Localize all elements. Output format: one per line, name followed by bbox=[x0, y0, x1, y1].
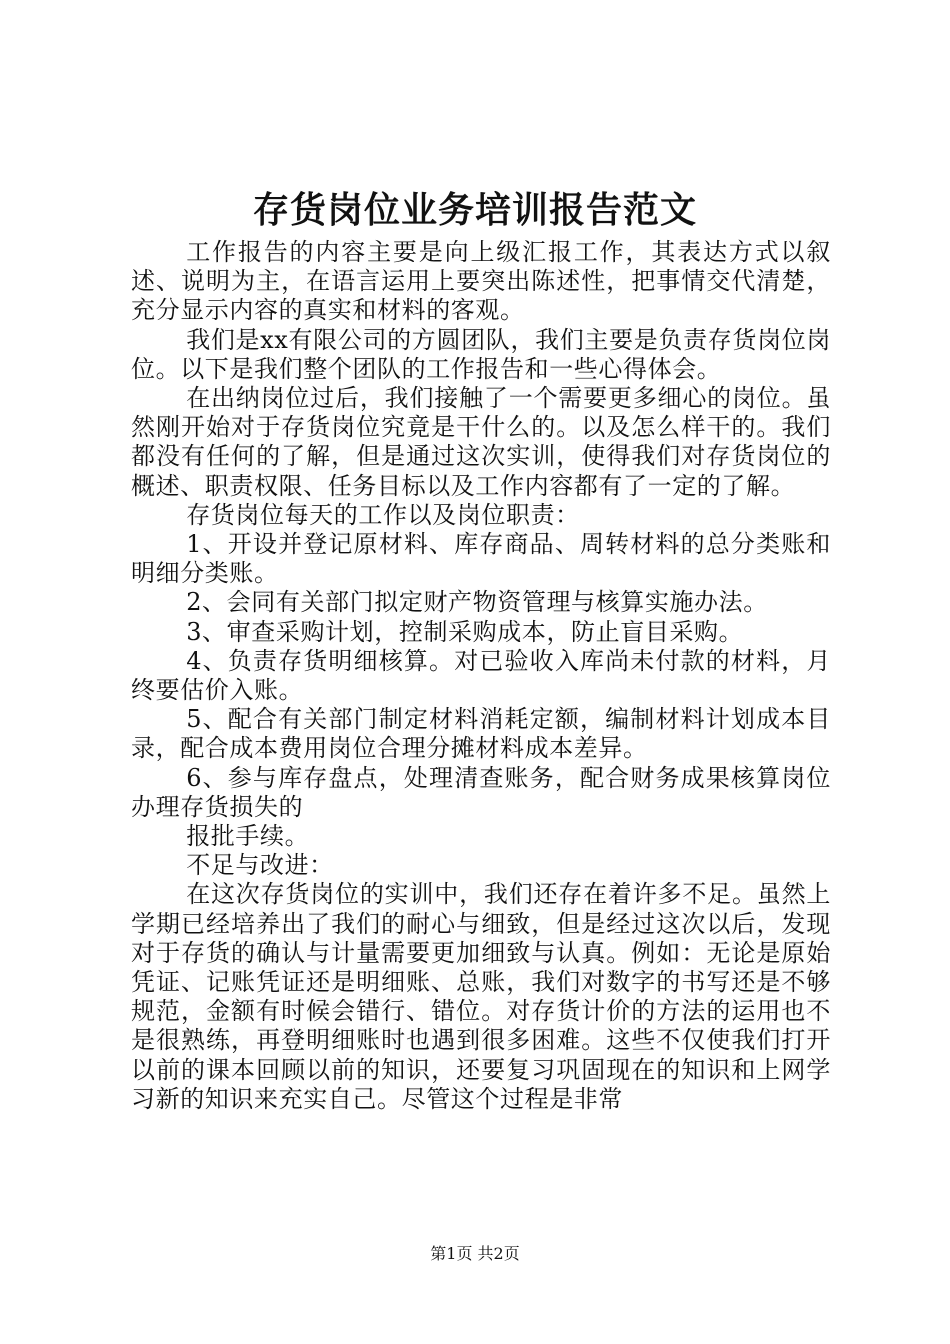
paragraph: 工作报告的内容主要是向上级汇报工作，其表达方式以叙述、说明为主，在语言运用上要突出陈述性，把事情交代清楚，充分显示内容的真实和材料的客观。 bbox=[131, 238, 831, 325]
paragraph: 在这次存货岗位的实训中，我们还存在着许多不足。虽然上学期已经培养出了我们的耐心与细致，但是经过这次以后，发现对于存货的确认与计量需要更加细致与认真。例如：无论是原始凭证、记账凭证还是明细账、总账，我们对数字的书写还是不够规范，金额有时候会错行、错位。对存货计价的方法的运用也不是很熟练，再登明细账时也遇到很多困难。这些不仅使我们打开以前的课本回顾以前的知识，还要复习巩固现在的知识和上网学习新的知识来充实自己。尽管这个过程是非常 bbox=[131, 880, 831, 1113]
section-heading: 不足与改进： bbox=[186, 851, 334, 880]
paragraph: 我们是xx有限公司的方圆团队，我们主要是负责存货岗位岗位。以下是我们整个团队的工作报告和一些心得体会。 bbox=[131, 325, 831, 383]
list-item: 3、审查采购计划，控制采购成本，防止盲目采购。 bbox=[186, 617, 744, 646]
list-item: 2、会同有关部门拟定财产物资管理与核算实施办法。 bbox=[186, 588, 768, 617]
document-body bbox=[131, 238, 831, 1114]
list-item: 6、参与库存盘点，处理清查账务，配合财务成果核算岗位办理存货损失的 bbox=[131, 763, 831, 821]
document-title: 存货岗位业务培训报告范文 bbox=[252, 189, 697, 231]
paragraph: 存货岗位每天的工作以及岗位职责： bbox=[186, 500, 580, 529]
list-item: 1、开设并登记原材料、库存商品、周转材料的总分类账和明细分类账。 bbox=[131, 530, 831, 588]
list-item: 5、配合有关部门制定材料消耗定额，编制材料计划成本目录，配合成本费用岗位合理分摊材料成本差异。 bbox=[131, 705, 831, 763]
list-item: 4、负责存货明细核算。对已验收入库尚未付款的材料，月终要估价入账。 bbox=[131, 646, 831, 705]
paragraph: 在出纳岗位过后，我们接触了一个需要更多细心的岗位。虽然刚开始对于存货岗位究竟是干什么的。以及怎么样干的。我们都没有任何的了解，但是通过这次实训，使得我们对存货岗位的概述、职责权限、任务目标以及工作内容都有了一定的了解。 bbox=[131, 384, 831, 500]
page-footer: 第1页 共2页 bbox=[430, 1244, 520, 1263]
paragraph: 报批手续。 bbox=[186, 822, 310, 851]
